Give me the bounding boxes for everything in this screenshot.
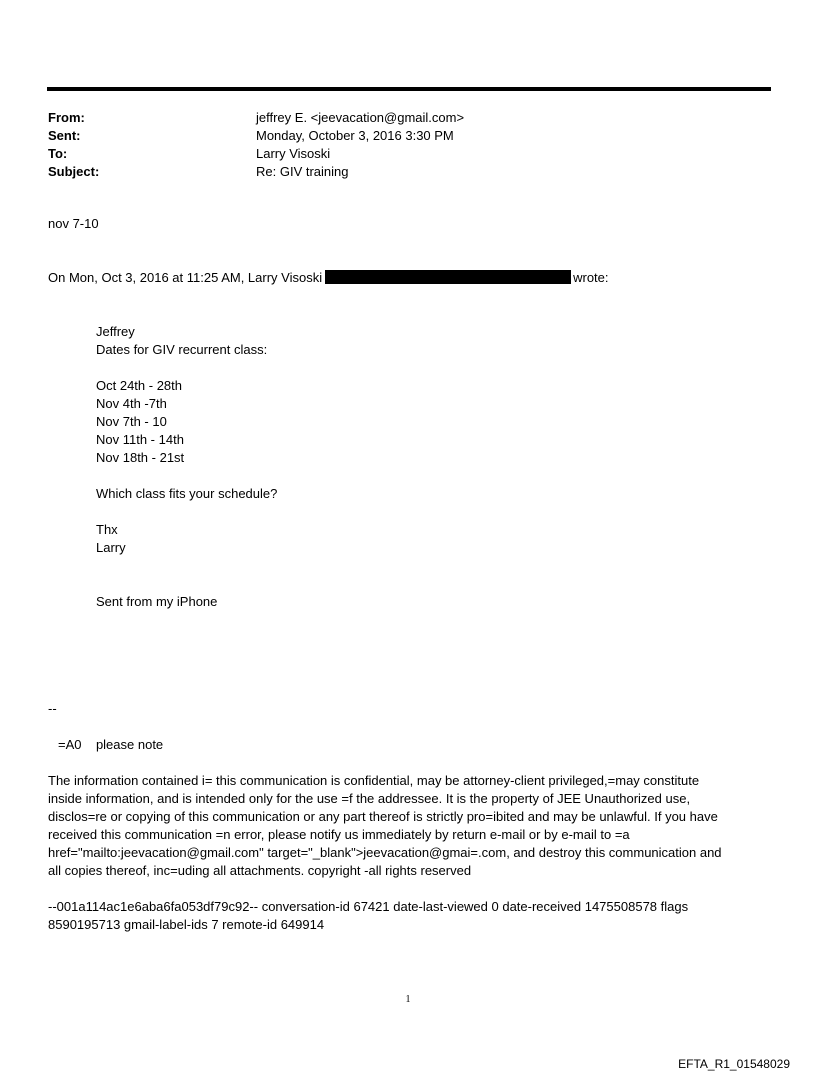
bates-number: EFTA_R1_01548029 <box>678 1057 790 1071</box>
disclaimer-line: disclos=re or copying of this communication or any part thereof is strictly pro=ibited and may be unlawful. If you have <box>48 809 718 824</box>
date-option: Oct 24th - 28th <box>96 378 182 393</box>
disclaimer-line: The information contained i= this communication is confidential, may be attorney-client privileged,=may constitute <box>48 773 700 788</box>
metadata-line: --001a114ac1e6aba6fa053df79c92-- conversation-id 67421 date-last-viewed 0 date-received 1475508578 flags <box>48 899 689 914</box>
to-label: To: <box>48 146 68 161</box>
quote-intro-end: wrote: <box>573 270 609 285</box>
page-number: 1 <box>405 994 411 1005</box>
disclaimer-line: inside information, and is intended only for the use =f the addressee. It is the property of JEE Unauthorized use, <box>48 791 691 806</box>
date-option: Nov 7th - 10 <box>96 414 167 429</box>
sent-value: Monday, October 3, 2016 3:30 PM <box>256 128 454 143</box>
message-metadata <box>48 898 768 934</box>
quote-intro <box>48 269 609 287</box>
quoted-message <box>96 323 277 611</box>
reply-text: nov 7-10 <box>48 216 99 231</box>
signature-note: =A0 please note <box>58 737 164 752</box>
signature-separator: -- <box>48 701 57 716</box>
disclaimer <box>48 772 768 880</box>
disclaimer-line: received this communication =n error, please notify us immediately by return e-mail or by e-mail to =a <box>48 827 630 842</box>
quoted-sign-name: Larry <box>96 540 126 555</box>
from-value: jeffrey E. <jeevacation@gmail.com> <box>256 110 465 125</box>
subject-row <box>48 163 464 181</box>
date-option: Nov 18th - 21st <box>96 450 185 465</box>
quoted-greeting: Jeffrey <box>96 324 135 339</box>
quoted-sign-thanks: Thx <box>96 522 118 537</box>
disclaimer-line: href="mailto:jeevacation@gmail.com" target="_blank">jeevacation@gmai=.com, and destroy this communication and <box>48 845 722 860</box>
sent-label: Sent: <box>48 128 81 143</box>
date-option: Nov 4th -7th <box>96 396 167 411</box>
disclaimer-line: all copies thereof, inc=uding all attachments. copyright -all rights reserved <box>48 863 472 878</box>
sent-row <box>48 127 464 145</box>
to-value: Larry Visoski <box>256 146 331 161</box>
quote-intro-start: On Mon, Oct 3, 2016 at 11:25 AM, Larry Visoski <box>48 270 323 285</box>
redaction-bar <box>325 270 571 284</box>
from-label: From: <box>48 110 85 125</box>
date-option: Nov 11th - 14th <box>96 432 184 447</box>
from-row <box>48 109 464 127</box>
quoted-intro: Dates for GIV recurrent class: <box>96 342 268 357</box>
quoted-question: Which class fits your schedule? <box>96 486 278 501</box>
metadata-line: 8590195713 gmail-label-ids 7 remote-id 649914 <box>48 917 325 932</box>
header-rule <box>47 87 771 91</box>
email-header <box>48 109 464 181</box>
quoted-sent-from: Sent from my iPhone <box>96 594 218 609</box>
subject-label: Subject: <box>48 164 100 179</box>
to-row <box>48 145 464 163</box>
subject-value: Re: GIV training <box>256 164 349 179</box>
